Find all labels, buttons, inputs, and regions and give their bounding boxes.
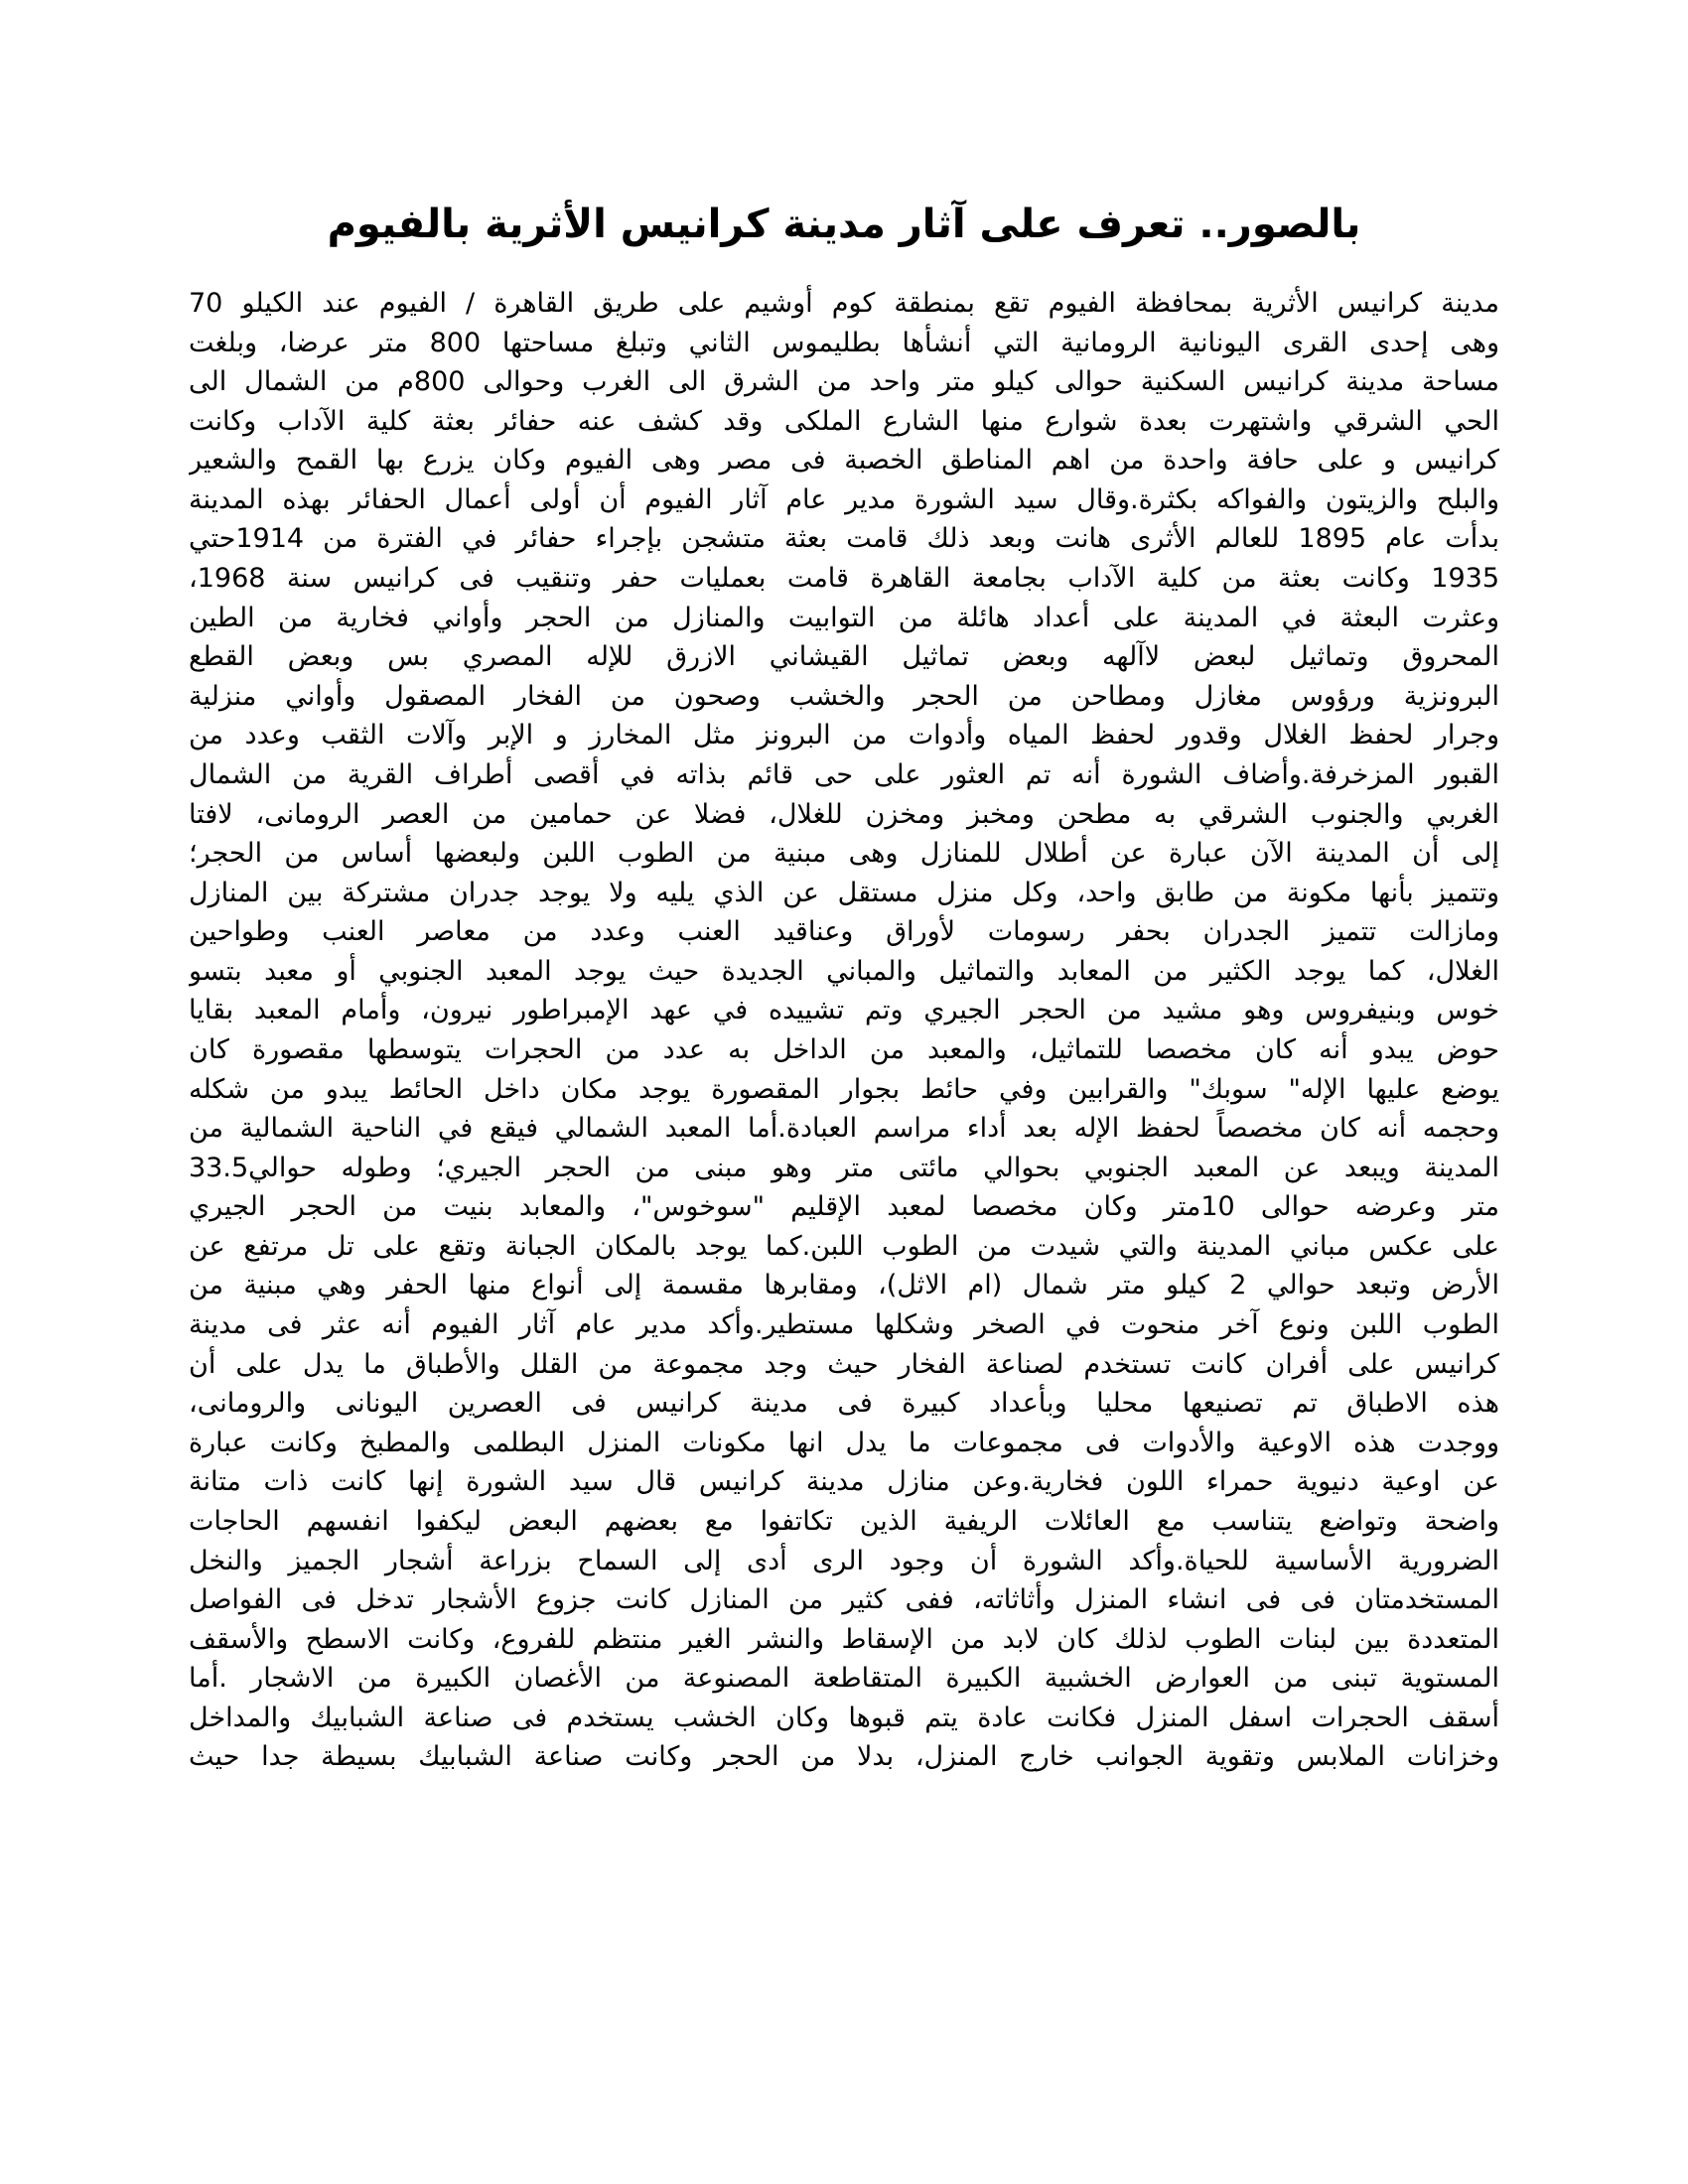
body-line: كرانيس و على حافة واحدة من اهم المناطق الخصبة فى مصر وهى الفيوم وكان يزرع بها القمح والشعير: [189, 445, 1499, 477]
body-line: ووجدت هذه الاوعية والأدوات فى مجموعات ما يدل انها مكونات المنزل البطلمى والمطبخ وكانت عبارة: [189, 1427, 1499, 1458]
body-line: وخزانات الملابس وتقوية الجوانب خارج المنزل، بدلا من الحجر وكانت صناعة الشبابيك بسيطة جدا حيث: [189, 1741, 1499, 1773]
body-line: الضرورية الأساسية للحياة.وأكد الشورة أن وجود الرى أدى إلى السماح بزراعة أشجار الجميز والنخل: [189, 1545, 1499, 1576]
body-line: وهى إحدى القرى اليونانية الرومانية التي أنشأها بطليموس الثاني وتبلغ مساحتها 800 متر عرضا، وبلغت: [189, 327, 1499, 358]
body-line: خوس وبنيفروس وهو مشيد من الحجر الجيري وتم تشييده في عهد الإمبراطور نيرون، وأمام المعبد بقايا: [189, 995, 1499, 1026]
body-line: هذه الاطباق تم تصنيعها محليا وبأعداد كبيرة فى مدينة كرانيس فى العصرين اليونانى والرومانى،: [189, 1388, 1499, 1420]
body-line: مدينة كرانيس الأثرية بمحافظة الفيوم تقع بمنطقة كوم أوشيم على طريق القاهرة / الفيوم عند الكيلو 70: [189, 288, 1499, 319]
body-line: وتتميز بأنها مكونة من طابق واحد، وكل منزل مستقل عن الذي يليه ولا يوجد جدران مشتركة بين المنازل: [189, 877, 1499, 908]
body-line: الغلال، كما يوجد الكثير من المعابد والتماثيل والمباني الجديدة حيث يوجد المعبد الجنوبي أو معبد بتسو: [189, 955, 1499, 987]
article-body: [189, 284, 1499, 1777]
body-line: يوضع عليها الإله" سوبك" والقرابين وفي حائط بجوار المقصورة يوجد مكان داخل الحائط يبدو من شكله: [189, 1073, 1499, 1105]
body-line: مساحة مدينة كرانيس السكنية حوالى كيلو متر واحد من الشرق الى الغرب وحوالى 800م من الشمال الى: [189, 366, 1499, 398]
body-line: الغربي والجنوب الشرقي به مطحن ومخبز ومخزن للغلال، فضلا عن حمامين من العصر الرومانى، لافتا: [189, 798, 1499, 830]
body-line: المستوية تبنى من العوارض الخشبية الكبيرة المتقاطعة المصنوعة من الأغصان الكبيرة من الاشجار .أما: [189, 1663, 1499, 1695]
body-line: حوض يبدو أنه كان مخصصا للتماثيل، والمعبد من الداخل به عدد من الحجرات يتوسطها مقصورة كان: [189, 1033, 1499, 1065]
body-line: البرونزية ورؤوس مغازل ومطاحن من الحجر والخشب وصحون من الفخار المصقول وأواني منزلية: [189, 680, 1499, 712]
body-line: أسقف الحجرات اسفل المنزل فكانت عادة يتم قبوها وكان الخشب يستخدم فى صناعة الشبابيك والمداخل: [189, 1702, 1499, 1733]
body-line: وحجمه أنه كان مخصصاً لحفظ الإله بعد أداء مراسم العبادة.أما المعبد الشمالي فيقع في الناحية الشمالية من: [189, 1113, 1499, 1145]
body-line: عن اوعية دنيوية حمراء اللون فخارية.وعن منازل مدينة كرانيس قال سيد الشورة إنها كانت ذات متانة: [189, 1466, 1499, 1498]
body-line: والبلح والزيتون والفواكه بكثرة.وقال سيد الشورة مدير عام آثار الفيوم أن أولى أعمال الحفائر بهذه المدينة: [189, 483, 1499, 515]
document-title: بالصور.. تعرف على آثار مدينة كرانيس الأثرية بالفيوم: [327, 202, 1361, 247]
body-line: الطوب اللبن ونوع آخر منحوت في الصخر وشكلها مستطير.وأكد مدير عام آثار الفيوم أنه عثر فى مدينة: [189, 1309, 1499, 1341]
body-line: المحروق وتماثيل لبعض لاآلهه وبعض تماثيل القيشاني الازرق للإله المصري بس وبعض القطع: [189, 641, 1499, 673]
body-line: الأرض وتبعد حوالي 2 كيلو متر شمال (ام الاثل)، ومقابرها مقسمة إلى أنواع منها الحفر وهي مبنية من: [189, 1270, 1499, 1301]
body-line: المستخدمتان فى فى انشاء المنزل وأثاثاته، ففى كثير من المنازل كانت جزوع الأشجار تدخل فى الفواصل: [189, 1584, 1499, 1616]
body-line: ومازالت تتميز الجدران بحفر رسومات لأوراق وعناقيد العنب وعدد من معاصر العنب وطواحين: [189, 916, 1499, 948]
body-line: المتعددة بين لبنات الطوب لذلك كان لابد من الإسقاط والنشر الغير منتظم للفروع، وكانت الاسطح والأسقف: [189, 1623, 1499, 1655]
body-line: 1935 وكانت بعثة من كلية الآداب بجامعة القاهرة قامت بعمليات حفر وتنقيب فى كرانيس سنة 1968،: [189, 563, 1499, 595]
body-line: المدينة ويبعد عن المعبد الجنوبي بحوالي مائتى متر وهو مبنى من الحجر الجيري؛ وطوله حوالي33.5: [189, 1152, 1499, 1183]
body-line: وعثرت البعثة في المدينة على أعداد هائلة من التوابيت والمنازل من الحجر وأواني فخارية من الطين: [189, 602, 1499, 633]
body-line: متر وعرضه حوالى 10متر وكان مخصصا لمعبد الإقليم "سوخوس"، والمعابد بنيت من الحجر الجيري: [189, 1191, 1499, 1223]
body-line: إلى أن المدينة الآن عبارة عن أطلال للمنازل وهى مبنية من الطوب اللبن ولبعضها أساس من الحجر؛: [189, 838, 1499, 870]
body-line: كرانيس على أفران كانت تستخدم لصناعة الفخار حيث وجد مجموعة من القلل والأطباق ما يدل على أن: [189, 1348, 1499, 1380]
body-line: القبور المزخرفة.وأضاف الشورة أنه تم العثور على حى قائم بذاته في أقصى أطراف القرية من الشمال: [189, 758, 1499, 790]
body-line: بدأت عام 1895 للعالم الأثرى هانت وبعد ذلك قامت بعثة متشجن بإجراء حفائر في الفترة من 1914حتي: [189, 523, 1499, 555]
body-line: واضحة وتواضع يتناسب مع العائلات الريفية الذين تكاتفوا مع بعضهم البعض ليكفوا انفسهم الحاجات: [189, 1505, 1499, 1537]
body-line: على عكس مباني المدينة والتي شيدت من الطوب اللبن.كما يوجد بالمكان الجبانة وتقع على تل مرتفع عن: [189, 1230, 1499, 1262]
body-line: الحي الشرقي واشتهرت بعدة شوارع منها الشارع الملكى وقد كشف عنه حفائر بعثة كلية الآداب وكانت: [189, 405, 1499, 437]
body-line: وجرار لحفظ الغلال وقدور لحفظ المياه وأدوات من البرونز مثل المخارز و الإبر وآلات الثقب وعدد من: [189, 720, 1499, 751]
